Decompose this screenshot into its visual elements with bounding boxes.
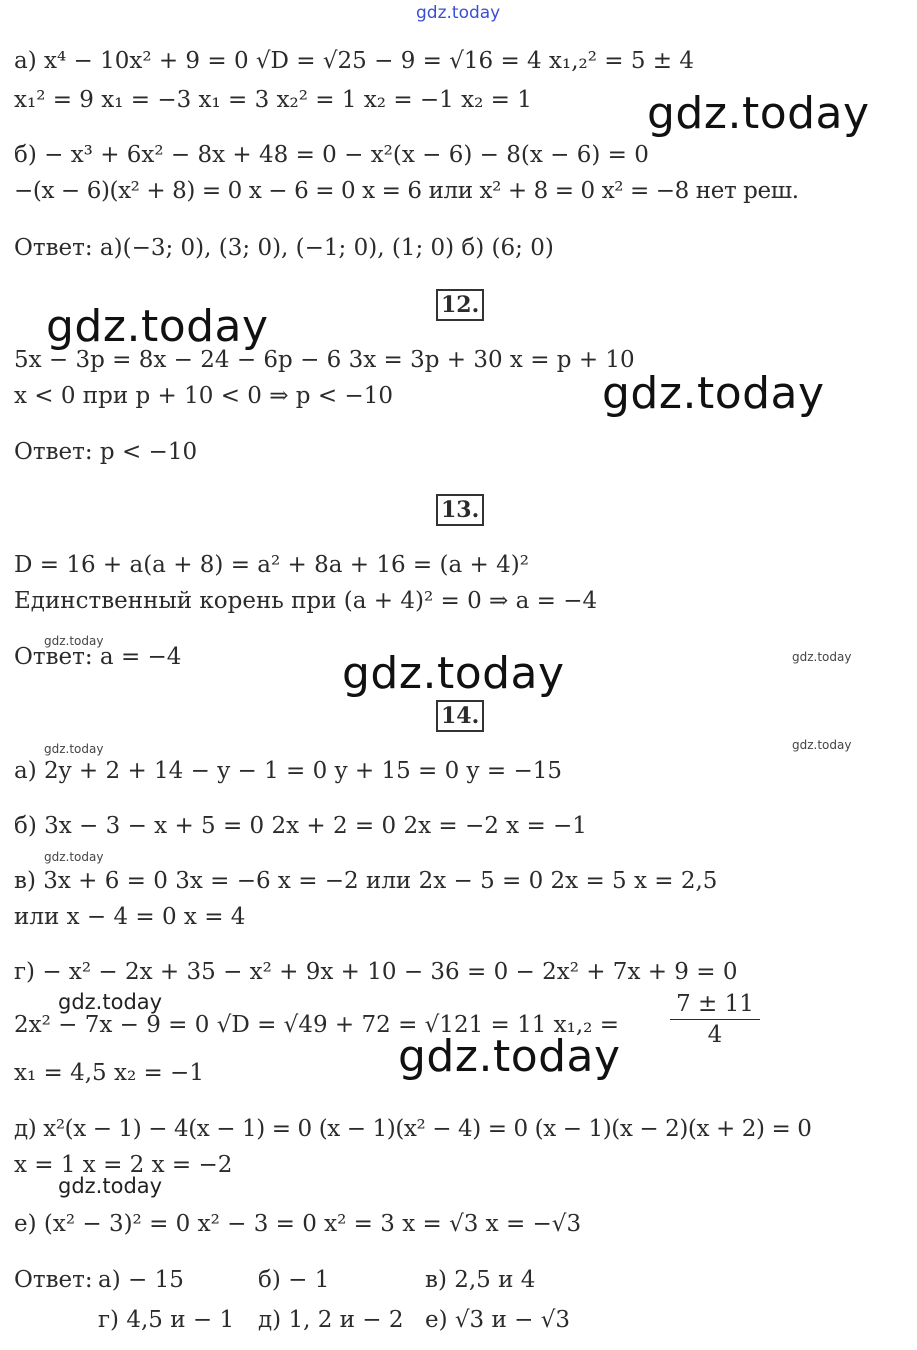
- s11-a-line1: а) x⁴ − 10x² + 9 = 0 √D = √25 − 9 = √16 = 4 x₁,₂² = 5 ± 4: [14, 48, 694, 74]
- fraction-denominator: 4: [707, 1022, 723, 1048]
- s11-a-line2: x₁² = 9 x₁ = −3 x₁ = 3 x₂² = 1 x₂ = −1 x₂ = 1: [14, 87, 532, 113]
- watermark-big: gdz.today: [398, 1031, 621, 1082]
- task-number-12: 12.: [436, 289, 484, 321]
- s14-d-line1: д) x²(x − 1) − 4(x − 1) = 0 (x − 1)(x² − 4) = 0 (x − 1)(x − 2)(x + 2) = 0: [14, 1116, 812, 1142]
- s14-g-line2: 2x² − 7x − 9 = 0 √D = √49 + 72 = √121 = 11 x₁,₂ =: [14, 1012, 619, 1038]
- watermark-small: gdz.today: [44, 742, 104, 756]
- s14-a: а) 2y + 2 + 14 − y − 1 = 0 y + 15 = 0 y = −15: [14, 758, 562, 784]
- watermark-big: gdz.today: [342, 648, 565, 699]
- watermark-mid: gdz.today: [58, 1174, 163, 1198]
- task-number-14: 14.: [436, 700, 484, 732]
- s14-answer-e: е) √3 и − √3: [425, 1307, 571, 1333]
- s14-answer-d: д) 1, 2 и − 2: [258, 1307, 404, 1333]
- watermark-big: gdz.today: [647, 88, 870, 139]
- s12-line2: x < 0 при p + 10 < 0 ⇒ p < −10: [14, 383, 393, 409]
- s14-answer-label: Ответ:: [14, 1267, 93, 1293]
- s14-answer-v: в) 2,5 и 4: [425, 1267, 536, 1293]
- s13-line1: D = 16 + a(a + 8) = a² + 8a + 16 = (a + 4)²: [14, 552, 529, 578]
- s14-b: б) 3x − 3 − x + 5 = 0 2x + 2 = 0 2x = −2 x = −1: [14, 813, 587, 839]
- watermark-small: gdz.today: [792, 738, 852, 752]
- s14-answer-a: а) − 15: [98, 1267, 184, 1293]
- watermark-small: gdz.today: [792, 650, 852, 664]
- watermark-small: gdz.today: [44, 634, 104, 648]
- task-number-13: 13.: [436, 494, 484, 526]
- s14-e: е) (x² − 3)² = 0 x² − 3 = 0 x² = 3 x = √3 x = −√3: [14, 1211, 582, 1237]
- s11-b-line1: б) − x³ + 6x² − 8x + 48 = 0 − x²(x − 6) − 8(x − 6) = 0: [14, 142, 649, 168]
- s13-answer: Ответ: a = −4: [14, 644, 182, 670]
- fraction-x12: [670, 990, 760, 1050]
- s11-b-line2: −(x − 6)(x² + 8) = 0 x − 6 = 0 x = 6 или x² + 8 = 0 x² = −8 нет реш.: [14, 178, 799, 204]
- s14-g-line3: x₁ = 4,5 x₂ = −1: [14, 1060, 204, 1086]
- s14-answer-g: г) 4,5 и − 1: [98, 1307, 235, 1333]
- watermark-mid: gdz.today: [58, 990, 163, 1014]
- fraction-numerator: 7 ± 11: [670, 990, 760, 1020]
- s14-g-line1: г) − x² − 2x + 35 − x² + 9x + 10 − 36 = 0 − 2x² + 7x + 9 = 0: [14, 959, 738, 985]
- s11-answer: Ответ: а)(−3; 0), (3; 0), (−1; 0), (1; 0) б) (6; 0): [14, 235, 554, 261]
- s13-line2: Единственный корень при (a + 4)² = 0 ⇒ a = −4: [14, 588, 598, 614]
- watermark-big: gdz.today: [602, 368, 825, 419]
- s14-v-line2: или x − 4 = 0 x = 4: [14, 904, 246, 930]
- watermark-small: gdz.today: [44, 850, 104, 864]
- s14-answer-b: б) − 1: [258, 1267, 330, 1293]
- watermark-big: gdz.today: [46, 301, 269, 352]
- s12-line1: 5x − 3p = 8x − 24 − 6p − 6 3x = 3p + 30 x = p + 10: [14, 347, 635, 373]
- s12-answer: Ответ: p < −10: [14, 439, 198, 465]
- s14-d-line2: x = 1 x = 2 x = −2: [14, 1152, 233, 1178]
- watermark-top: gdz.today: [416, 3, 501, 23]
- s14-v-line1: в) 3x + 6 = 0 3x = −6 x = −2 или 2x − 5 = 0 2x = 5 x = 2,5: [14, 868, 718, 894]
